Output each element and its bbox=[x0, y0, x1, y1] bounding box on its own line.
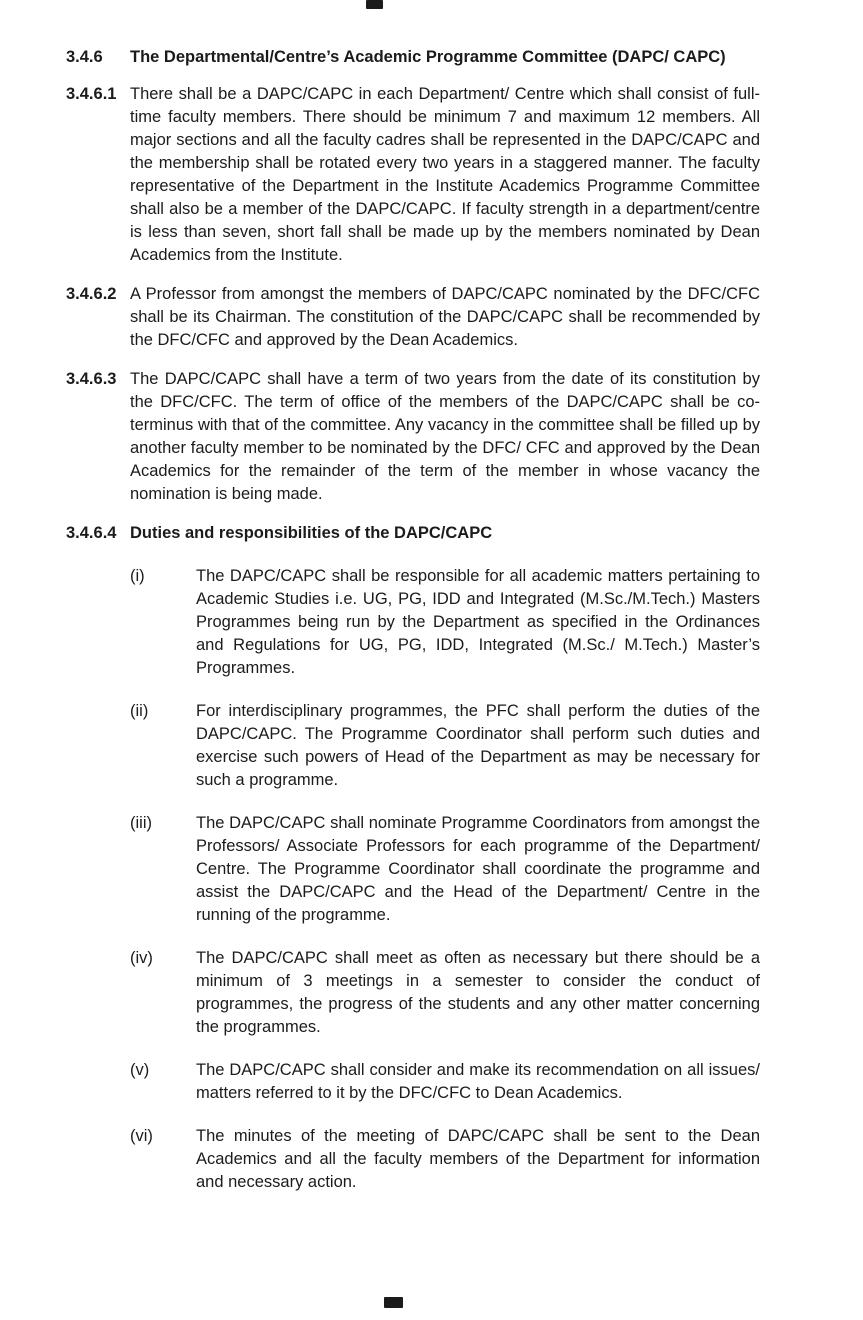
list-item-text: The minutes of the meeting of DAPC/CAPC shall be sent to the Dean Academics and all the faculty members of the Department for information and necessary action. bbox=[196, 1127, 760, 1191]
list-item-text: The DAPC/CAPC shall consider and make its recommendation on all issues/ matters referred to it by the DFC/CFC to Dean Academics. bbox=[196, 1061, 760, 1102]
paragraph-text: The DAPC/CAPC shall have a term of two years from the date of its constitution by the DFC/CFC. The term of office of the members of the DAPC/CAPC shall be co-terminus with that of the committee. Any vacancy in the committee shall be filled up by another faculty member to be nominated by the DFC/ CFC and approved by the Dean Academics for the remainder of the term of the member in whose vacancy the nomination is being made. bbox=[130, 370, 760, 503]
list-marker: (iv) bbox=[130, 949, 153, 967]
cropped-page-header-mark bbox=[366, 0, 383, 9]
list-item-text: The DAPC/CAPC shall meet as often as necessary but there should be a minimum of 3 meetings in a semester to consider the conduct of programmes, the progress of the students and any other matter concerning the programmes. bbox=[196, 949, 760, 1036]
section-heading-text: The Departmental/Centre’s Academic Programme Committee (DAPC/ CAPC) bbox=[130, 48, 726, 66]
list-item bbox=[130, 1125, 760, 1194]
list-item-text: For interdisciplinary programmes, the PFC shall perform the duties of the DAPC/CAPC. The Programme Coordinator shall perform such duties and exercise such powers of Head of the Department as may be necessary for such a programme. bbox=[196, 702, 760, 789]
list-marker: (iii) bbox=[130, 814, 152, 832]
paragraph-number: 3.4.6.1 bbox=[66, 85, 117, 103]
subsection-heading bbox=[66, 522, 760, 545]
paragraph-3-4-6-3 bbox=[66, 368, 760, 506]
paragraph-number: 3.4.6.3 bbox=[66, 370, 117, 388]
paragraph-3-4-6-2 bbox=[66, 283, 760, 352]
list-item-text: The DAPC/CAPC shall nominate Programme Coordinators from amongst the Professors/ Associate Professors for each programme of the Department/ Centre. The Programme Coordinator shall coordinate the programme and assist the DAPC/CAPC and the Head of the Department/ Centre in the running of the programme. bbox=[196, 814, 760, 924]
list-marker: (i) bbox=[130, 567, 145, 585]
cropped-page-footer-mark bbox=[384, 1297, 403, 1308]
subsection-number: 3.4.6.4 bbox=[66, 524, 117, 542]
list-marker: (ii) bbox=[130, 702, 149, 720]
paragraph-number: 3.4.6.2 bbox=[66, 285, 117, 303]
list-marker: (vi) bbox=[130, 1127, 153, 1145]
list-item bbox=[130, 947, 760, 1039]
list-item bbox=[130, 812, 760, 927]
paragraph-text: There shall be a DAPC/CAPC in each Department/ Centre which shall consist of full-time faculty members. There should be minimum 7 and maximum 12 members. All major sections and all the faculty cadres shall be represented in the DAPC/CAPC and the membership shall be rotated every two years in a staggered manner. The faculty representative of the Department in the Institute Academics Programme Committee shall also be a member of the DAPC/CAPC. If faculty strength in a department/centre is less than seven, short fall shall be made up by the members nominated by Dean Academics from the Institute. bbox=[130, 85, 760, 264]
paragraph-text: A Professor from amongst the members of DAPC/CAPC nominated by the DFC/CFC shall be its Chairman. The constitution of the DAPC/CAPC shall be recommended by the DFC/CFC and approved by the Dean Academics. bbox=[130, 285, 760, 349]
document-content bbox=[66, 46, 760, 1214]
list-item-text: The DAPC/CAPC shall be responsible for all academic matters pertaining to Academic Studies i.e. UG, PG, IDD and Integrated (M.Sc./M.Tech.) Masters Programmes being run by the Department as specified in the Ordinances and Regulations for UG, PG, IDD, Integrated (M.Sc./ M.Tech.) Master’s Programmes. bbox=[196, 567, 760, 677]
list-marker: (v) bbox=[130, 1061, 150, 1079]
duties-list bbox=[130, 565, 760, 1194]
list-item bbox=[130, 1059, 760, 1105]
subsection-heading-text: Duties and responsibilities of the DAPC/CAPC bbox=[130, 524, 493, 542]
list-item bbox=[130, 700, 760, 792]
section-heading bbox=[66, 46, 760, 69]
section-number: 3.4.6 bbox=[66, 48, 103, 66]
list-item bbox=[130, 565, 760, 680]
paragraph-3-4-6-1 bbox=[66, 83, 760, 267]
